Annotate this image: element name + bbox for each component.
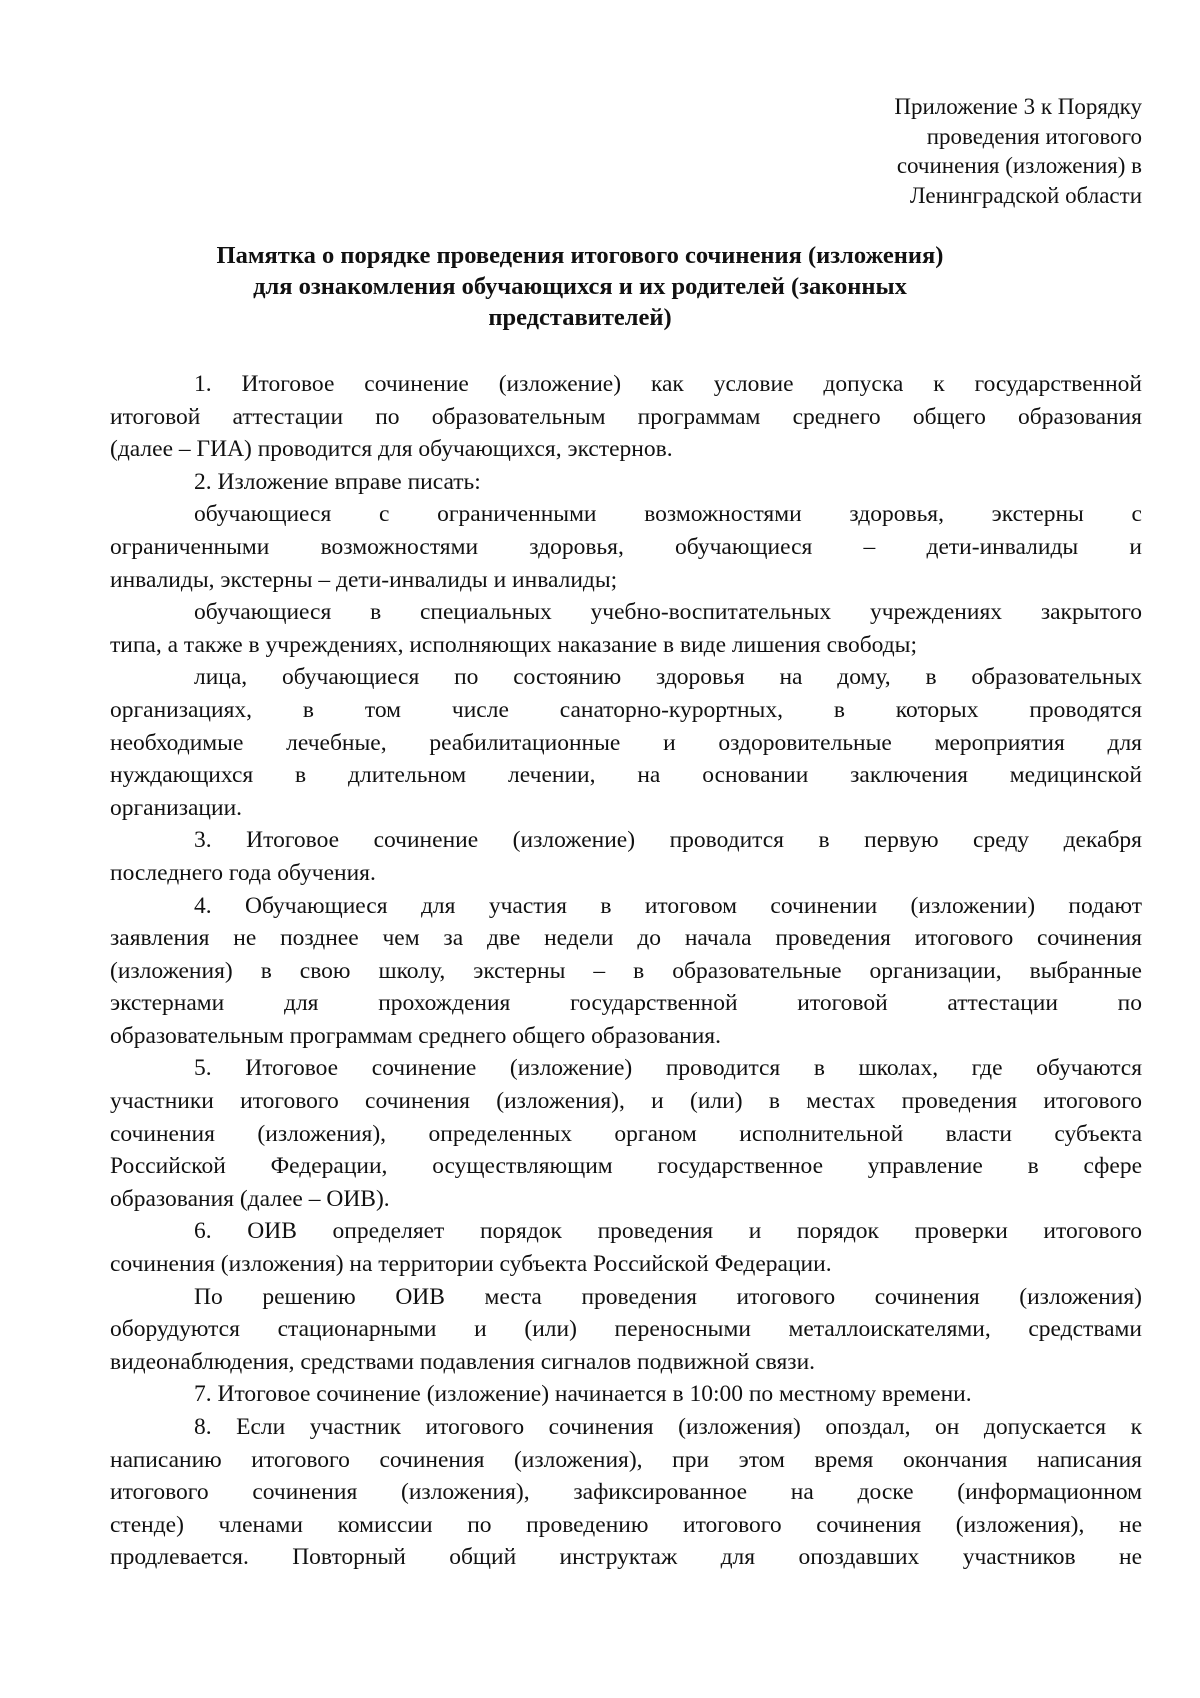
body-line: (изложения) в свою школу, экстерны – в образовательные организации, выбранные xyxy=(110,957,1142,984)
body-line: образовательным программам среднего общего образования. xyxy=(110,1022,721,1049)
body-line: участники итогового сочинения (изложения), и (или) в местах проведения итогового xyxy=(110,1088,1142,1115)
body-line: сочинения (изложения) на территории субъекта Российской Федерации. xyxy=(110,1251,832,1278)
body-line: инвалиды, экстерны – дети-инвалиды и инвалиды; xyxy=(110,566,618,593)
body-line: организациях, в том числе санаторно-курортных, в которых проводятся xyxy=(110,696,1142,723)
appendix-line: Ленинградской области xyxy=(909,182,1142,208)
title-line: для ознакомления обучающихся и их родителей (законных xyxy=(253,273,907,300)
appendix-line: сочинения (изложения) в xyxy=(896,153,1142,178)
body-line: сочинения (изложения), определенных органом исполнительной власти субъекта xyxy=(110,1120,1142,1147)
body-line: 7. Итоговое сочинение (изложение) начинается в 10:00 по местному времени. xyxy=(194,1381,972,1408)
body-line: Российской Федерации, осуществляющим государственное управление в сфере xyxy=(110,1153,1142,1180)
body-line: заявления не позднее чем за две недели до начала проведения итогового сочинения xyxy=(110,925,1142,952)
body-line: 3. Итоговое сочинение (изложение) проводится в первую среду декабря xyxy=(194,827,1142,854)
body-line: обучающиеся с ограниченными возможностями здоровья, экстерны с xyxy=(194,501,1142,528)
body-line: итоговой аттестации по образовательным программам среднего общего образования xyxy=(110,403,1142,430)
appendix-note xyxy=(802,92,1142,210)
body-line: последнего года обучения. xyxy=(110,859,376,886)
body-line: 8. Если участник итогового сочинения (изложения) опоздал, он допускается к xyxy=(194,1414,1142,1440)
body-line: оборудуются стационарными и (или) переносными металлоискателями, средствами xyxy=(110,1316,1142,1343)
body-line: организации. xyxy=(110,794,243,821)
body-line: 1. Итоговое сочинение (изложение) как условие допуска к государственной xyxy=(194,371,1142,397)
body-line: образования (далее – ОИВ). xyxy=(110,1185,390,1212)
body-line: лица, обучающиеся по состоянию здоровья на дому, в образовательных xyxy=(194,664,1142,691)
body-line: продлевается. Повторный общий инструктаж для опоздавших участников не xyxy=(110,1544,1142,1571)
body-line: видеонаблюдения, средствами подавления сигналов подвижной связи. xyxy=(110,1348,816,1375)
document-title xyxy=(180,240,980,333)
body-line: 6. ОИВ определяет порядок проведения и порядок проверки итогового xyxy=(194,1218,1142,1245)
body-line: итогового сочинения (изложения), зафиксированное на доске (информационном xyxy=(110,1479,1142,1506)
body-line: 4. Обучающиеся для участия в итоговом сочинении (изложении) подают xyxy=(194,892,1142,919)
body-line: 5. Итоговое сочинение (изложение) проводится в школах, где обучаются xyxy=(194,1055,1142,1082)
title-line: представителей) xyxy=(488,304,672,331)
body-line: (далее – ГИА) проводится для обучающихся, экстернов. xyxy=(110,436,673,463)
title-line: Памятка о порядке проведения итогового сочинения (изложения) xyxy=(216,242,944,269)
body-line: 2. Изложение вправе писать: xyxy=(194,468,481,495)
body-line: типа, а также в учреждениях, исполняющих наказание в виде лишения свободы; xyxy=(110,631,917,658)
appendix-line: проведения итогового xyxy=(926,123,1142,149)
body-line: нуждающихся в длительном лечении, на основании заключения медицинской xyxy=(110,762,1142,789)
body-line: написанию итогового сочинения (изложения), при этом время окончания написания xyxy=(110,1446,1142,1473)
body-line: обучающиеся в специальных учебно-воспитательных учреждениях закрытого xyxy=(194,599,1142,626)
body-line: необходимые лечебные, реабилитационные и оздоровительные мероприятия для xyxy=(110,729,1142,756)
appendix-line: Приложение 3 к Порядку xyxy=(894,94,1142,119)
body-line: По решению ОИВ места проведения итогового сочинения (изложения) xyxy=(194,1283,1142,1310)
body-line: ограниченными возможностями здоровья, обучающиеся – дети-инвалиды и xyxy=(110,533,1142,560)
body-line: экстернами для прохождения государственной итоговой аттестации по xyxy=(110,990,1142,1017)
document-body xyxy=(110,368,1142,1574)
body-line: стенде) членами комиссии по проведению итогового сочинения (изложения), не xyxy=(110,1511,1142,1538)
